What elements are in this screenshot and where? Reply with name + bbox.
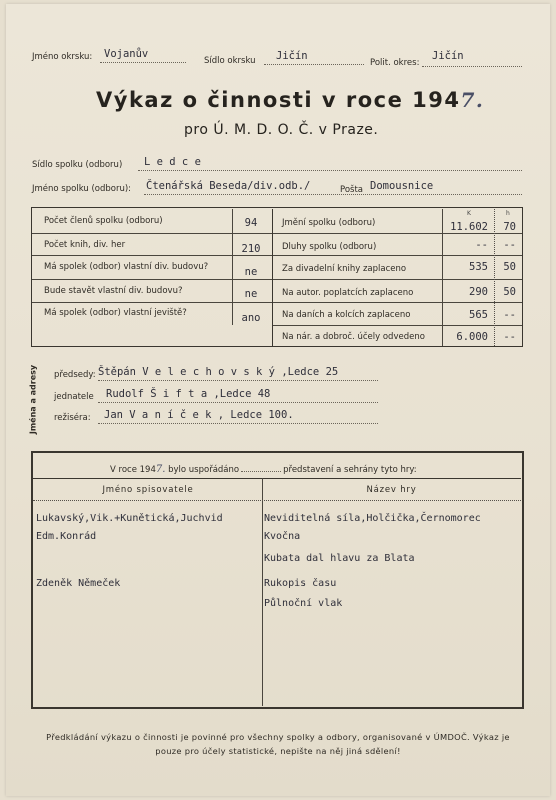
jmeno-spolku-underline: [144, 194, 522, 195]
form-title-text: Výkaz o činnosti v roce 194: [96, 88, 461, 112]
right-row-label: Dluhy spolku (odboru): [282, 242, 377, 252]
sidlo-okrsku-underline: [264, 64, 364, 65]
right-row-h: --: [503, 239, 516, 251]
play-title: Rukopis času: [264, 578, 337, 589]
predsedy-label: předsedy:: [54, 370, 96, 380]
right-row-label: Za divadelní knihy zaplaceno: [282, 264, 407, 274]
sidlo-spolku-label: Sídlo spolku (odboru): [32, 160, 123, 170]
jednatele-value: Rudolf Š i f t a ,Ledce 48: [106, 388, 271, 400]
posta-value: Domousnice: [370, 180, 434, 192]
footer-line-2: pouze pro účely statistické, nepište na něj jiná sdělení!: [155, 746, 401, 756]
polit-okres-value: Jičín: [432, 50, 464, 62]
sidlo-okrsku-value: Jičín: [276, 50, 308, 62]
polit-okres-underline: [422, 66, 522, 67]
right-row-label: Na autor. poplatcích zaplaceno: [282, 288, 414, 298]
form-subtitle: pro Ú. M. D. O. Č. v Praze.: [184, 122, 379, 138]
right-row-h: 50: [503, 286, 516, 298]
right-row-h: --: [503, 309, 516, 321]
rezisera-underline: [98, 423, 378, 424]
left-row-value: 94: [244, 217, 258, 229]
right-row-label: Na daních a kolcích zaplaceno: [282, 310, 411, 320]
left-row-label: Bude stavět vlastní div. budovu?: [44, 286, 183, 296]
play-title: Neviditelná síla,Holčička,Černomorec: [264, 513, 481, 524]
sidlo-spolku-value: L e d c e: [144, 156, 201, 168]
play-title: Půlnoční vlak: [264, 598, 343, 609]
play-author: Zdeněk Němeček: [36, 578, 121, 589]
left-row-value: ano: [241, 312, 261, 324]
right-row-k: 565: [469, 309, 488, 321]
right-row-label: Na nár. a dobroč. účely odvedeno: [282, 332, 425, 342]
rezisera-value: Jan V a n í č e k , Ledce 100.: [104, 409, 294, 421]
right-row-h: 50: [503, 261, 516, 273]
play-title: Kubata dal hlavu za Blata: [264, 553, 415, 564]
title-year-digit: 7.: [460, 88, 485, 112]
left-row-label: Má spolek (odbor) vlastní div. budovu?: [44, 262, 209, 272]
footer-note: [28, 730, 528, 758]
predsedy-underline: [98, 380, 378, 381]
form-title: [96, 88, 484, 112]
okres-label: Jméno okrsku:: [32, 52, 93, 62]
left-row-label: Počet členů spolku (odboru): [44, 216, 163, 226]
play-author: Lukavský,Vik.+Kunětická,Juchvid: [36, 513, 223, 524]
okres-underline: [100, 62, 186, 63]
col-author-header: Jméno spisovatele: [102, 485, 194, 495]
footer-line-1: Předkládání výkazu o činnosti je povinné pro všechny spolky a odbory, organisované v ÚMDOČ. Výkaz je: [46, 732, 510, 742]
plays-heading-post: představení a sehrány tyto hry:: [283, 465, 417, 475]
unit-h: h: [506, 210, 510, 217]
sidlo-okrsku-label: Sídlo okrsku: [204, 56, 256, 66]
right-row-k: 6.000: [456, 331, 488, 343]
right-row-h: --: [503, 331, 516, 343]
predsedy-value: Štěpán V e l e c h o v s k ý ,Ledce 25: [98, 366, 339, 378]
left-row-label: Má spolek (odbor) vlastní jeviště?: [44, 308, 187, 318]
left-row-value: ne: [244, 288, 258, 300]
polit-okres-label: Polit. okres:: [370, 58, 420, 68]
play-title: Kvočna: [264, 531, 301, 542]
col-title-header: Název hry: [366, 485, 417, 495]
right-row-k: --: [475, 239, 488, 251]
play-author: Edm.Konrád: [36, 531, 97, 542]
okres-value: Vojanův: [104, 48, 149, 60]
plays-heading-pre: V roce 194: [110, 465, 156, 475]
officers-side-label: Jména a adresy: [28, 364, 38, 435]
left-row-value: 210: [241, 243, 261, 255]
sidlo-spolku-underline: [138, 170, 522, 171]
right-row-k: 290: [469, 286, 488, 298]
right-row-k: 535: [469, 261, 488, 273]
jednatele-label: jednatele: [54, 392, 94, 402]
jmeno-spolku-label: Jméno spolku (odboru):: [32, 184, 132, 194]
unit-k: K: [467, 210, 471, 217]
rezisera-label: režiséra:: [54, 413, 91, 423]
jmeno-spolku-value: Čtenářská Beseda/div.odb./: [146, 180, 311, 192]
right-row-h: 70: [503, 221, 516, 233]
posta-label: Pošta: [340, 185, 363, 195]
left-row-label: Počet knih, div. her: [44, 240, 126, 250]
left-row-value: ne: [244, 266, 258, 278]
right-row-k: 11.602: [450, 221, 488, 233]
plays-heading-mid: bylo uspořádáno: [168, 465, 240, 475]
plays-heading: [110, 464, 417, 475]
plays-heading-digit: 7.: [155, 464, 166, 475]
jednatele-underline: [98, 402, 378, 403]
right-row-label: Jmění spolku (odboru): [282, 218, 376, 228]
